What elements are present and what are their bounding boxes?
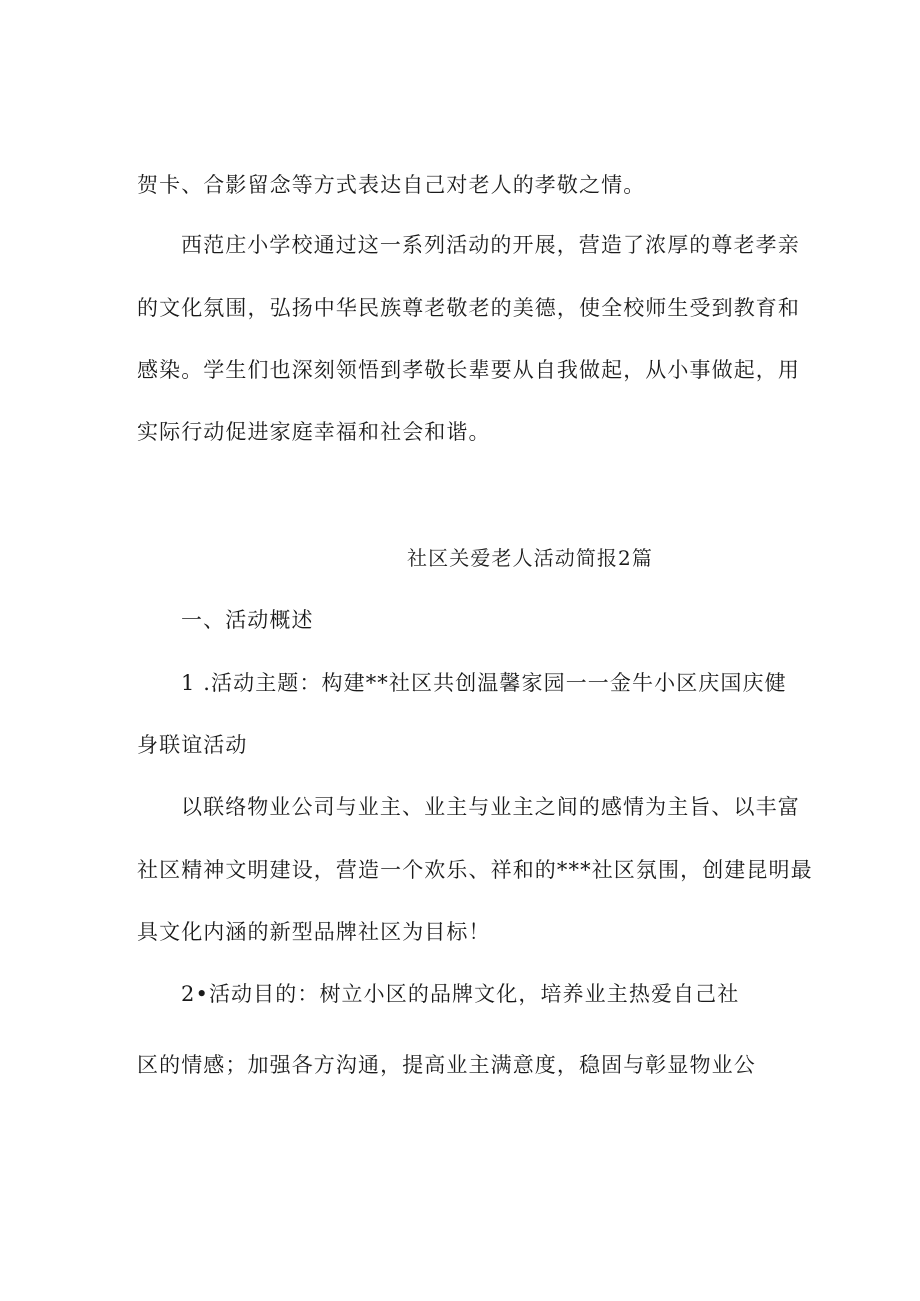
purpose-paragraph-line-1: 以联络物业公司与业主、业主与业主之间的感情为主旨、以丰富: [181, 795, 800, 819]
activity-theme-line-1: 1 .活动主题：构建**社区共创温馨家园一一金牛小区庆国庆健: [181, 671, 787, 695]
paragraph-line-4: 感染。学生们也深刻领悟到孝敬长辈要从自我做起，从小事做起，用: [137, 358, 800, 382]
paragraph-line-5: 实际行动促进家庭幸福和社会和谐。: [137, 420, 491, 444]
paragraph-line-1: 贺卡、合影留念等方式表达自己对老人的孝敬之情。: [137, 173, 646, 197]
activity-goal-line-2: 区的情感；加强各方沟通，提高业主满意度，稳固与彰显物业公: [137, 1053, 756, 1077]
purpose-paragraph-line-3: 具文化内涵的新型品牌社区为目标！: [137, 920, 491, 944]
activity-theme-line-2: 身联谊活动: [137, 733, 248, 757]
activity-goal-line-1: 2•活动目的：树立小区的品牌文化，培养业主热爱自己社: [181, 982, 740, 1006]
paragraph-line-2: 西范庄小学校通过这一系列活动的开展，营造了浓厚的尊老孝亲: [181, 233, 800, 257]
paragraph-line-3: 的文化氛围，弘扬中华民族尊老敬老的美德，使全校师生受到教育和: [137, 296, 800, 320]
section-title: 社区关爱老人活动简报2篇: [407, 546, 653, 570]
purpose-paragraph-line-2: 社区精神文明建设，营造一个欢乐、祥和的***社区氛围，创建昆明最: [137, 858, 813, 882]
section-heading-overview: 一、活动概述: [181, 608, 314, 632]
